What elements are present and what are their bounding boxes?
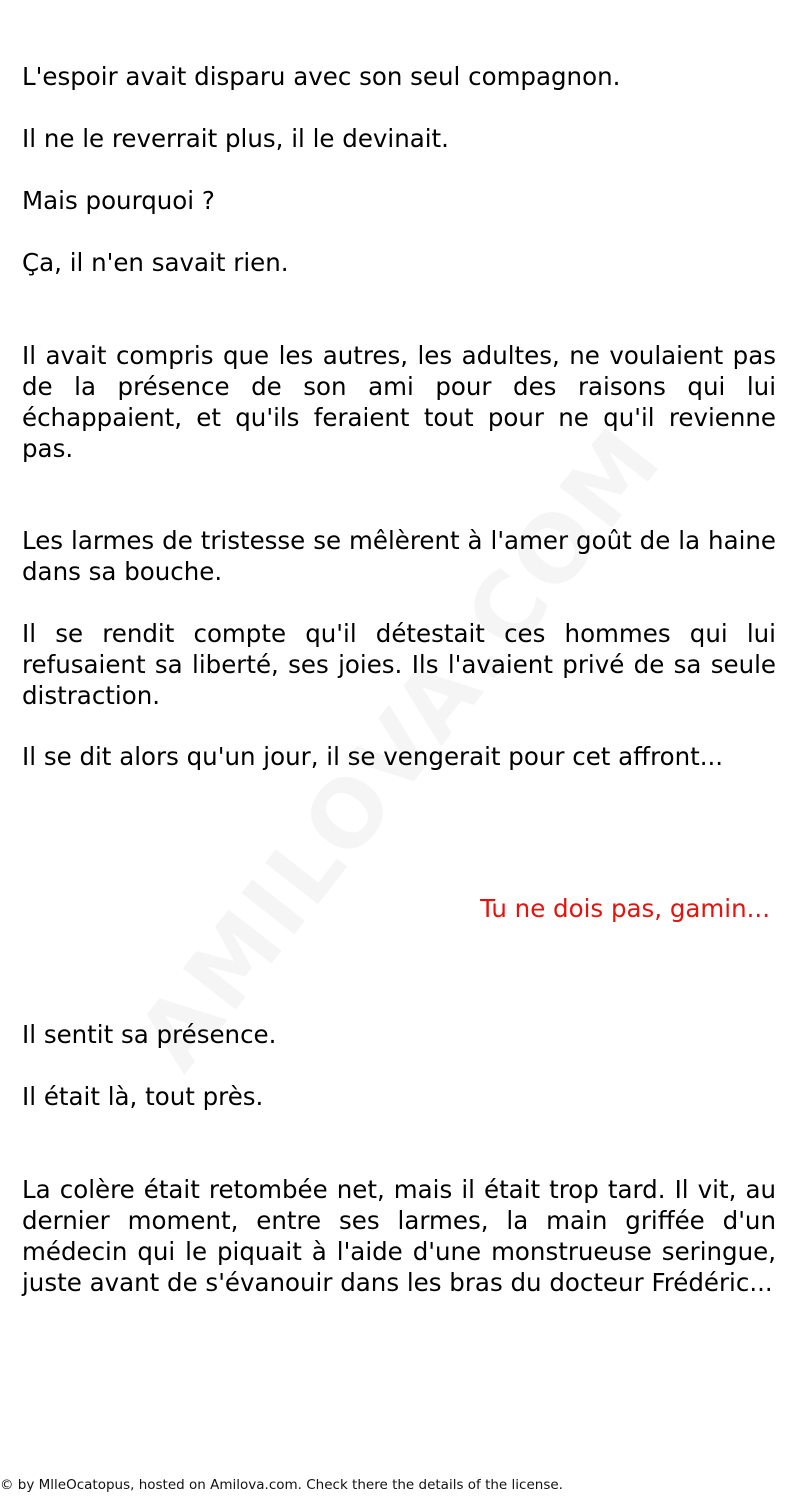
paragraph-3: Mais pourquoi ? <box>22 186 215 215</box>
paragraph-7: Il se rendit compte qu'il détestait ces hommes qui lui refusaient sa liberté, ses joies. Ils l'avaient privé de sa seule distraction. <box>22 619 776 710</box>
paragraph-10: Il était là, tout près. <box>22 1082 264 1111</box>
voice-line: Tu ne dois pas, gamin... <box>480 894 770 923</box>
paragraph-8: Il se dit alors qu'un jour, il se vengerait pour cet affront... <box>22 742 724 771</box>
paragraph-4: Ça, il n'en savait rien. <box>22 248 289 277</box>
paragraph-9: Il sentit sa présence. <box>22 1020 277 1049</box>
paragraph-11: La colère était retombée net, mais il était trop tard. Il vit, au dernier moment, entre ses larmes, la main griffée d'un médecin qui le piquait à l'aide d'une monstrueuse seringue, juste avant de s'évanouir dans les bras du docteur Frédéric... <box>22 1175 776 1297</box>
paragraph-2: Il ne le reverrait plus, il le devinait. <box>22 124 449 153</box>
license-footer: © by MlleOcatopus, hosted on Amilova.com. Check there the details of the license. <box>0 1477 563 1493</box>
paragraph-5: Il avait compris que les autres, les adultes, ne voulaient pas de la présence de son ami pour des raisons qui lui échappaient, et qu'ils feraient tout pour ne qu'il revienne pas. <box>22 341 776 463</box>
paragraph-6: Les larmes de tristesse se mêlèrent à l'amer goût de la haine dans sa bouche. <box>22 526 776 586</box>
paragraph-1: L'espoir avait disparu avec son seul compagnon. <box>22 62 621 91</box>
